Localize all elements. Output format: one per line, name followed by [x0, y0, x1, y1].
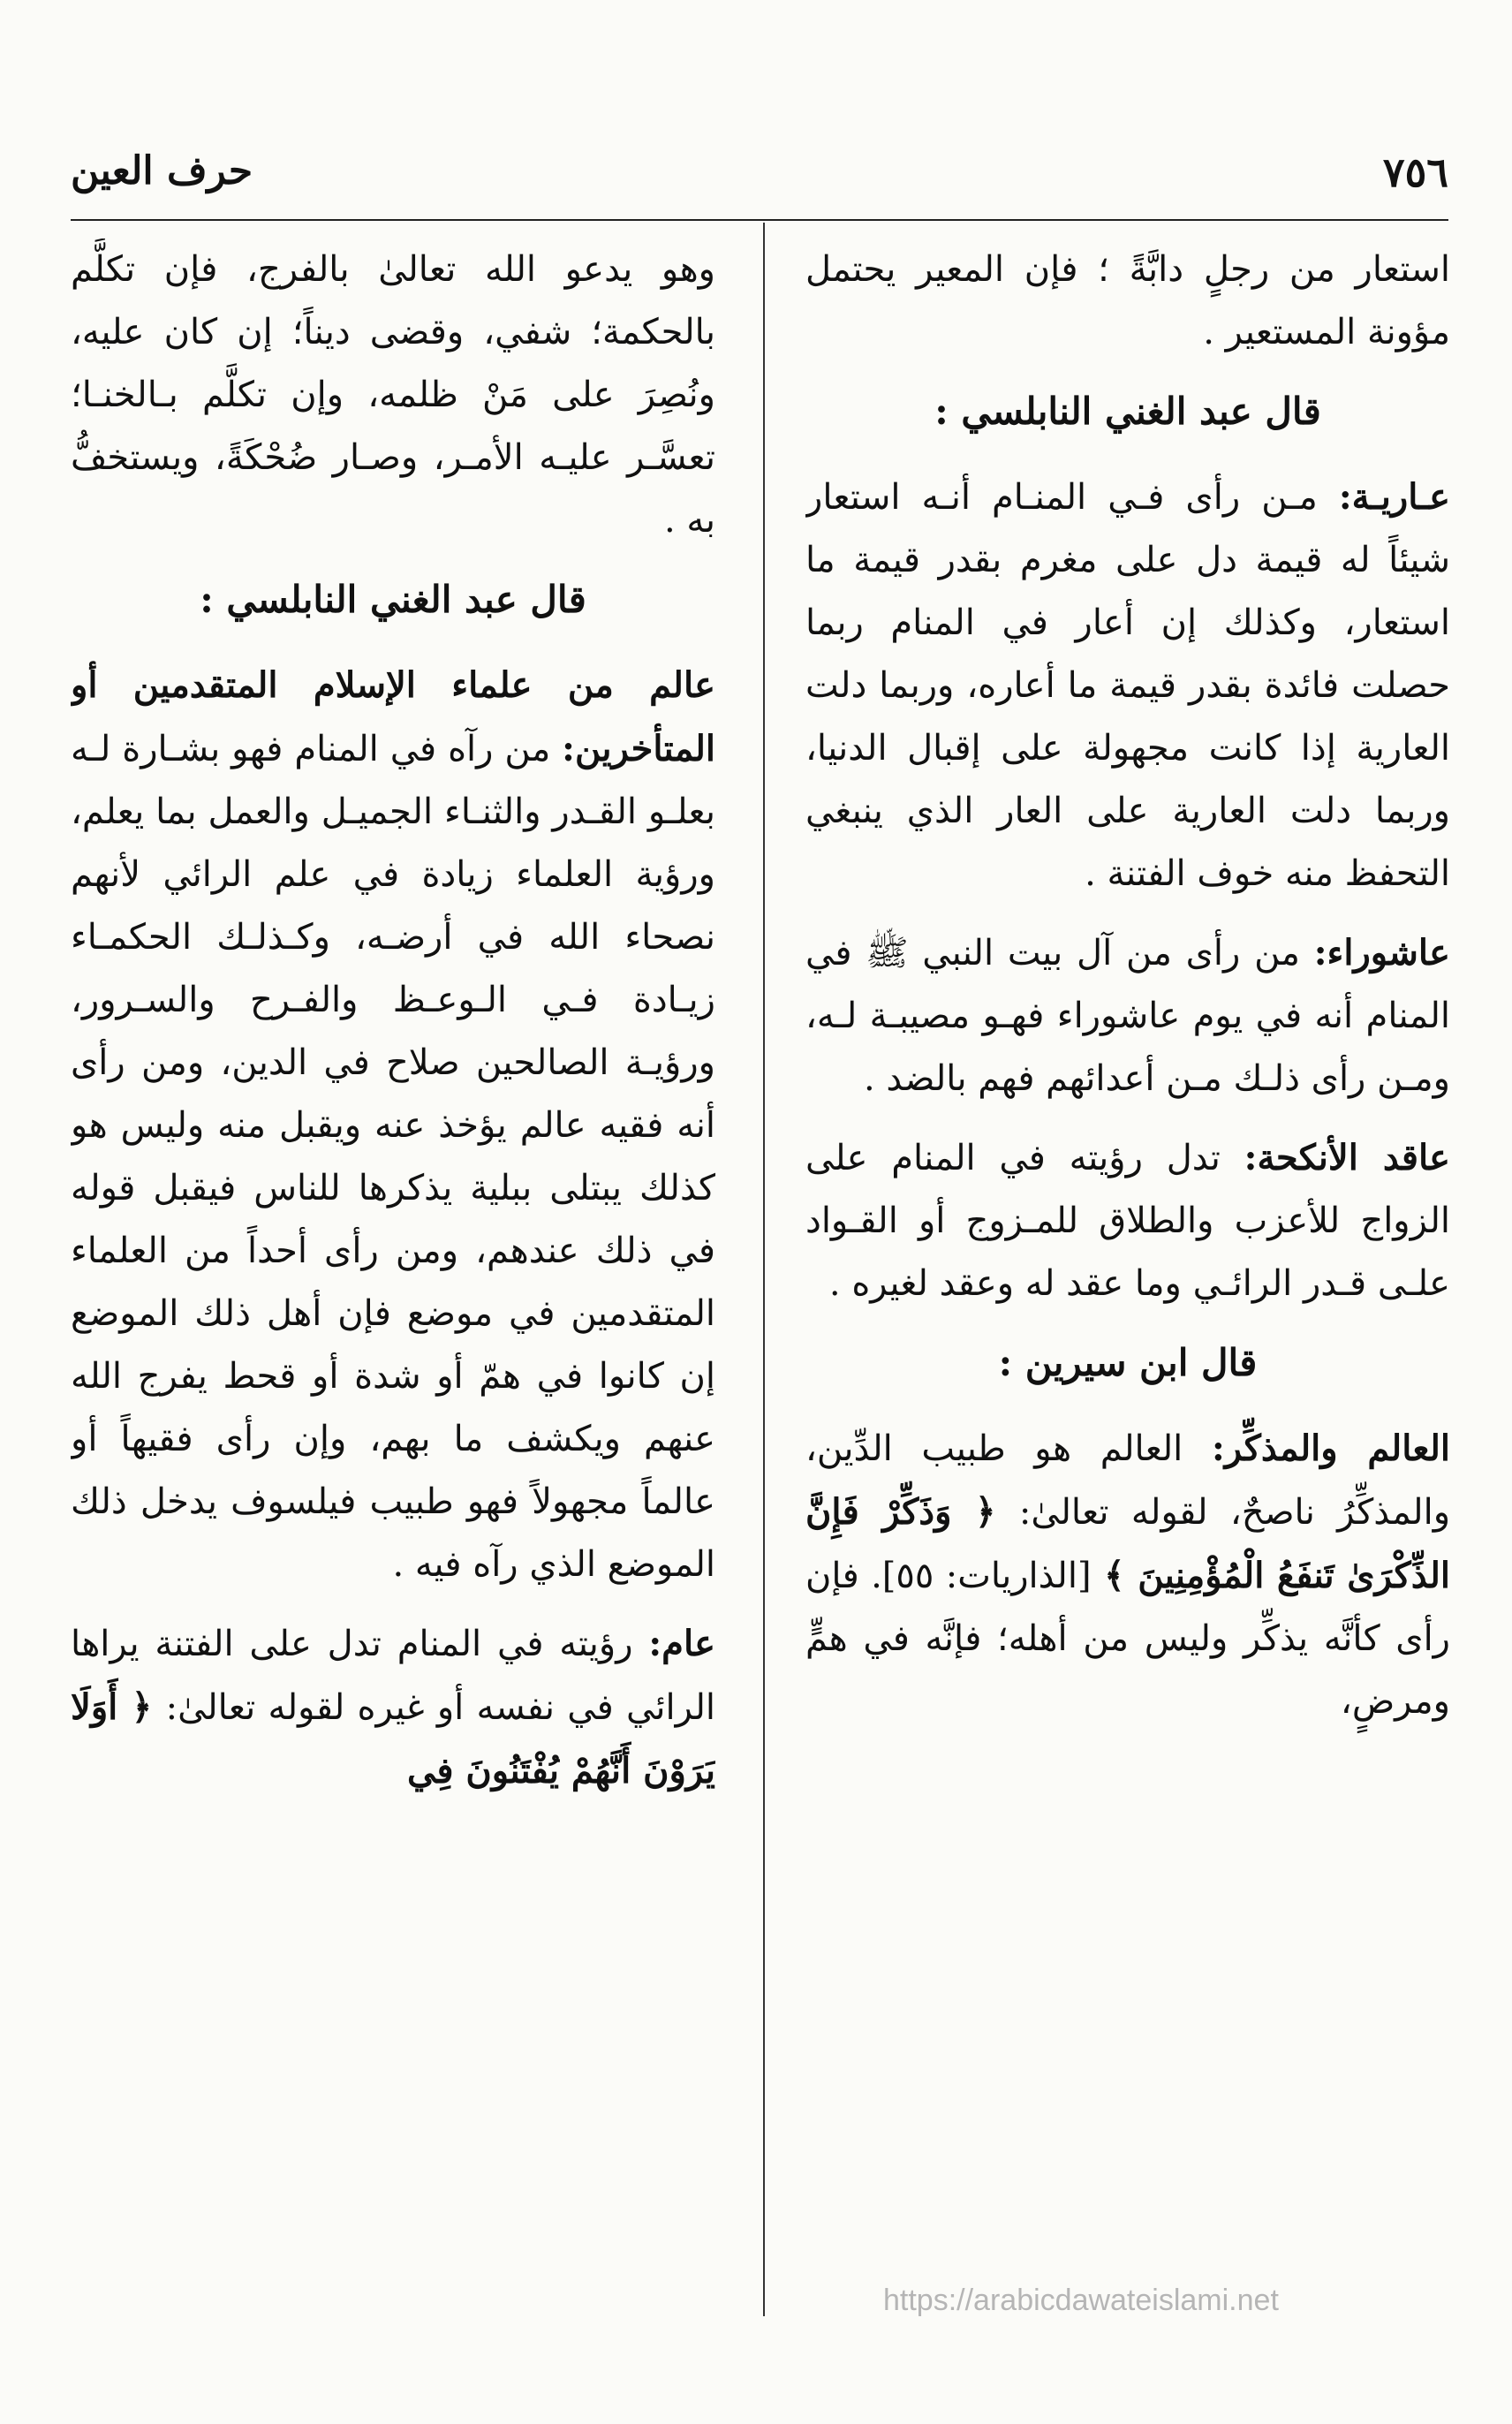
header-rule [71, 219, 1448, 221]
section-heading: قال عبد الغني النابلسي : [934, 390, 1321, 433]
entry-text: من رأى من آل بيت النبي ﷺ في المنام أنه في يوم عاشوراء فهـو مصيبـة لـه، ومـن رأى ذلـك مـن أعدائهم فهم بالضد . [805, 933, 1450, 1099]
entry [71, 1612, 715, 1803]
entry-text: العالم هو طبيب الدِّين، والمذكِّرُ ناصحٌ، لقوله تعالىٰ: [805, 1428, 1450, 1533]
entry-text: مـن رأى فـي المنـام أنـه استعار شيئاً له قيمة دل على مغرم بقدر قيمة ما استعار، وكذلك إن أعار في المنام ربما حصلت فائدة بقدر قيمة ما أعاره، وربما دلت العارية إذا كانت مجهولة على إقبال الدنيا، وربما دلت العارية على العار الذي ينبغي التحفظ منه خوف الفتنة . [805, 477, 1450, 894]
section-heading: قال ابن سيرين : [998, 1341, 1258, 1384]
entry-text: تدل رؤيته في المنام على الزواج للأعزب والطلاق للمـزوج أو القـواد علـى قـدر الرائـي وما عقد له وعقد لغيره . [805, 1138, 1450, 1304]
entry [71, 654, 715, 1596]
entry-term: عاشوراء: [1313, 932, 1450, 973]
entry [805, 466, 1450, 905]
quran-verse: ﴿ أَوَلَا يَرَوْنَ أَنَّهُمْ يُفْتَنُونَ فِي [71, 1686, 715, 1791]
page-header [71, 148, 1448, 201]
entry-term: عـاريـة: [1338, 476, 1450, 518]
paragraph: استعار من رجلٍ دابَّةً ؛ فإن المعير يحتمل مؤونة المستعير . [805, 249, 1450, 352]
entry-term: عاقد الأنكحة: [1244, 1137, 1450, 1178]
page-number: ٧٥٦ [1382, 148, 1448, 196]
entry-text: من رآه في المنام فهو بشـارة لـه بعلـو القـدر والثنـاء الجميـل والعمل بما يعلم، ورؤية العلماء زيادة في علم الرائي لأنهم نصحاء الله في أرضـه، وكـذلـك الحكمـاء زيـادة فـي الـوعـظ والفـرح والسـرور، ورؤيـة الصالحين صلاح في الدين، ومن رأى أنه فقيه عالم يؤخذ عنه ويقبل منه وليس هو كذلك يبتلى ببلية يذكرها للناس فيقبل قوله في ذلك عندهم، ومن رأى أحداً من العلماء المتقدمين في موضع فإن أهل ذلك الموضع إن كانوا في همّ أو شدة أو قحط يفرج الله عنهم ويكشف ما بهم، وإن رأى فقيهاً أو عالماً مجهولاً فهو طبيب فيلسوف يدخل ذلك الموضع الذي رآه فيه . [71, 729, 715, 1585]
right-column [805, 239, 1450, 2323]
quran-verse: ﴿ وَذَكِّرْ فَإِنَّ الذِّكْرَىٰ تَنفَعُ الْمُؤْمِنِينَ ﴾ [805, 1491, 1450, 1596]
paragraph: وهو يدعو الله تعالىٰ بالفرج، فإن تكلَّم بالحكمة؛ شفي، وقضى ديناً؛ إن كان عليه، ونُصِرَ على مَنْ ظلمه، وإن تكلَّم بـالخنـا؛ تعسَّـر عليـه الأمـر، وصـار ضُحْكَةً، ويستخفُّ به . [71, 249, 715, 541]
entry [805, 921, 1450, 1110]
entry-text: [الذاريات: ٥٥]. فإن رأى كأنَّه يذكِّر وليس من أهله؛ فإنَّه في همٍّ ومرضٍ، [805, 1556, 1450, 1722]
watermark-url: https://arabicdawateislami.net [883, 2284, 1279, 2317]
entry [805, 1417, 1450, 1733]
section-heading: قال عبد الغني النابلسي : [200, 578, 586, 621]
entry-term: عالم من علماء الإسلام المتقدمين أو المتأخرين: [71, 664, 715, 769]
entry-term: العالم والمذكِّر: [1211, 1428, 1450, 1469]
entry [805, 1126, 1450, 1315]
entry-text: رؤيته في المنام تدل على الفتنة يراها الرائي في نفسه أو غيره لقوله تعالىٰ: [71, 1624, 715, 1728]
left-column [71, 239, 715, 2323]
running-head: حرف العين [71, 148, 253, 193]
entry-term: عام: [648, 1623, 715, 1664]
column-divider [763, 223, 765, 2316]
